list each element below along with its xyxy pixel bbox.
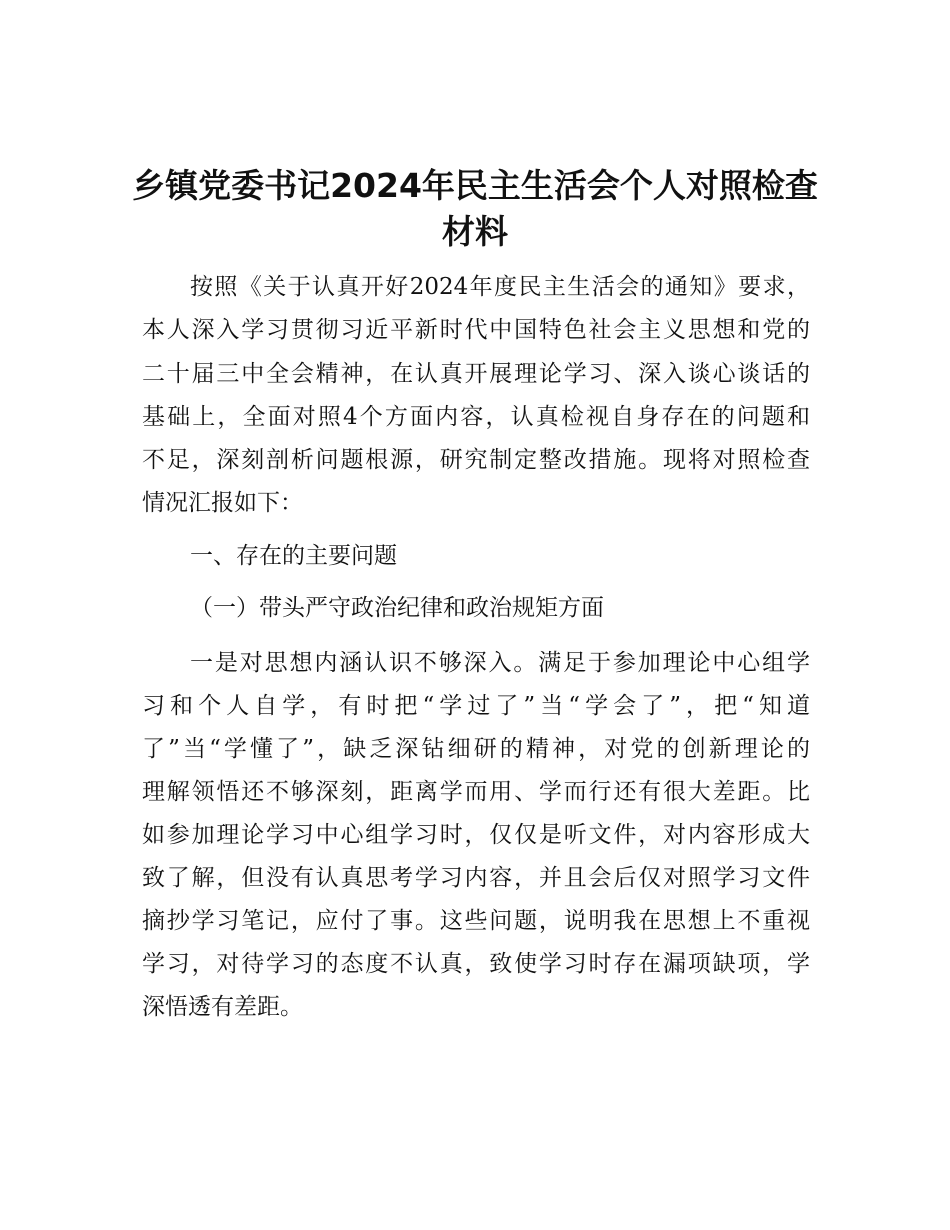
body-line: 理解领悟还不够深刻，距离学而用、学而行还有很大差距。比 — [142, 779, 810, 805]
body-line: 了”当“学懂了”，缺乏深钻细研的精神，对党的创新理论的 — [142, 736, 810, 762]
intro-line: 二十届三中全会精神，在认真开展理论学习、深入谈心谈话的 — [142, 361, 810, 387]
intro-line: 情况汇报如下： — [142, 490, 303, 516]
body-line: 学习，对待学习的态度不认真，致使学习时存在漏项缺项，学 — [142, 951, 810, 977]
section-heading: 一、存在的主要问题 — [190, 543, 397, 569]
body-line: 习和个人自学，有时把“学过了”当“学会了”，把“知道 — [142, 693, 810, 719]
intro-line: 本人深入学习贯彻习近平新时代中国特色社会主义思想和党的 — [142, 317, 810, 343]
intro-line: 按照《关于认真开好2024年度民主生活会的通知》要求， — [190, 274, 810, 300]
body-line: 深悟透有差距。 — [142, 994, 303, 1020]
body-line: 摘抄学习笔记，应付了事。这些问题，说明我在思想上不重视 — [142, 908, 810, 934]
subsection-heading: （一）带头严守政治纪律和政治规矩方面 — [190, 595, 604, 621]
body-line: 致了解，但没有认真思考学习内容，并且会后仅对照学习文件 — [142, 865, 810, 891]
document-title-line-2: 材料 — [442, 212, 508, 251]
intro-line: 基础上，全面对照4个方面内容，认真检视自身存在的问题和 — [142, 404, 810, 430]
body-line: 一是对思想内涵认识不够深入。满足于参加理论中心组学 — [190, 650, 810, 676]
body-line: 如参加理论学习中心组学习时，仅仅是听文件，对内容形成大 — [142, 822, 810, 848]
document-title-line-1: 乡镇党委书记2024年民主生活会个人对照检查 — [132, 166, 818, 205]
intro-line: 不足，深刻剖析问题根源，研究制定整改措施。现将对照检查 — [142, 447, 810, 473]
